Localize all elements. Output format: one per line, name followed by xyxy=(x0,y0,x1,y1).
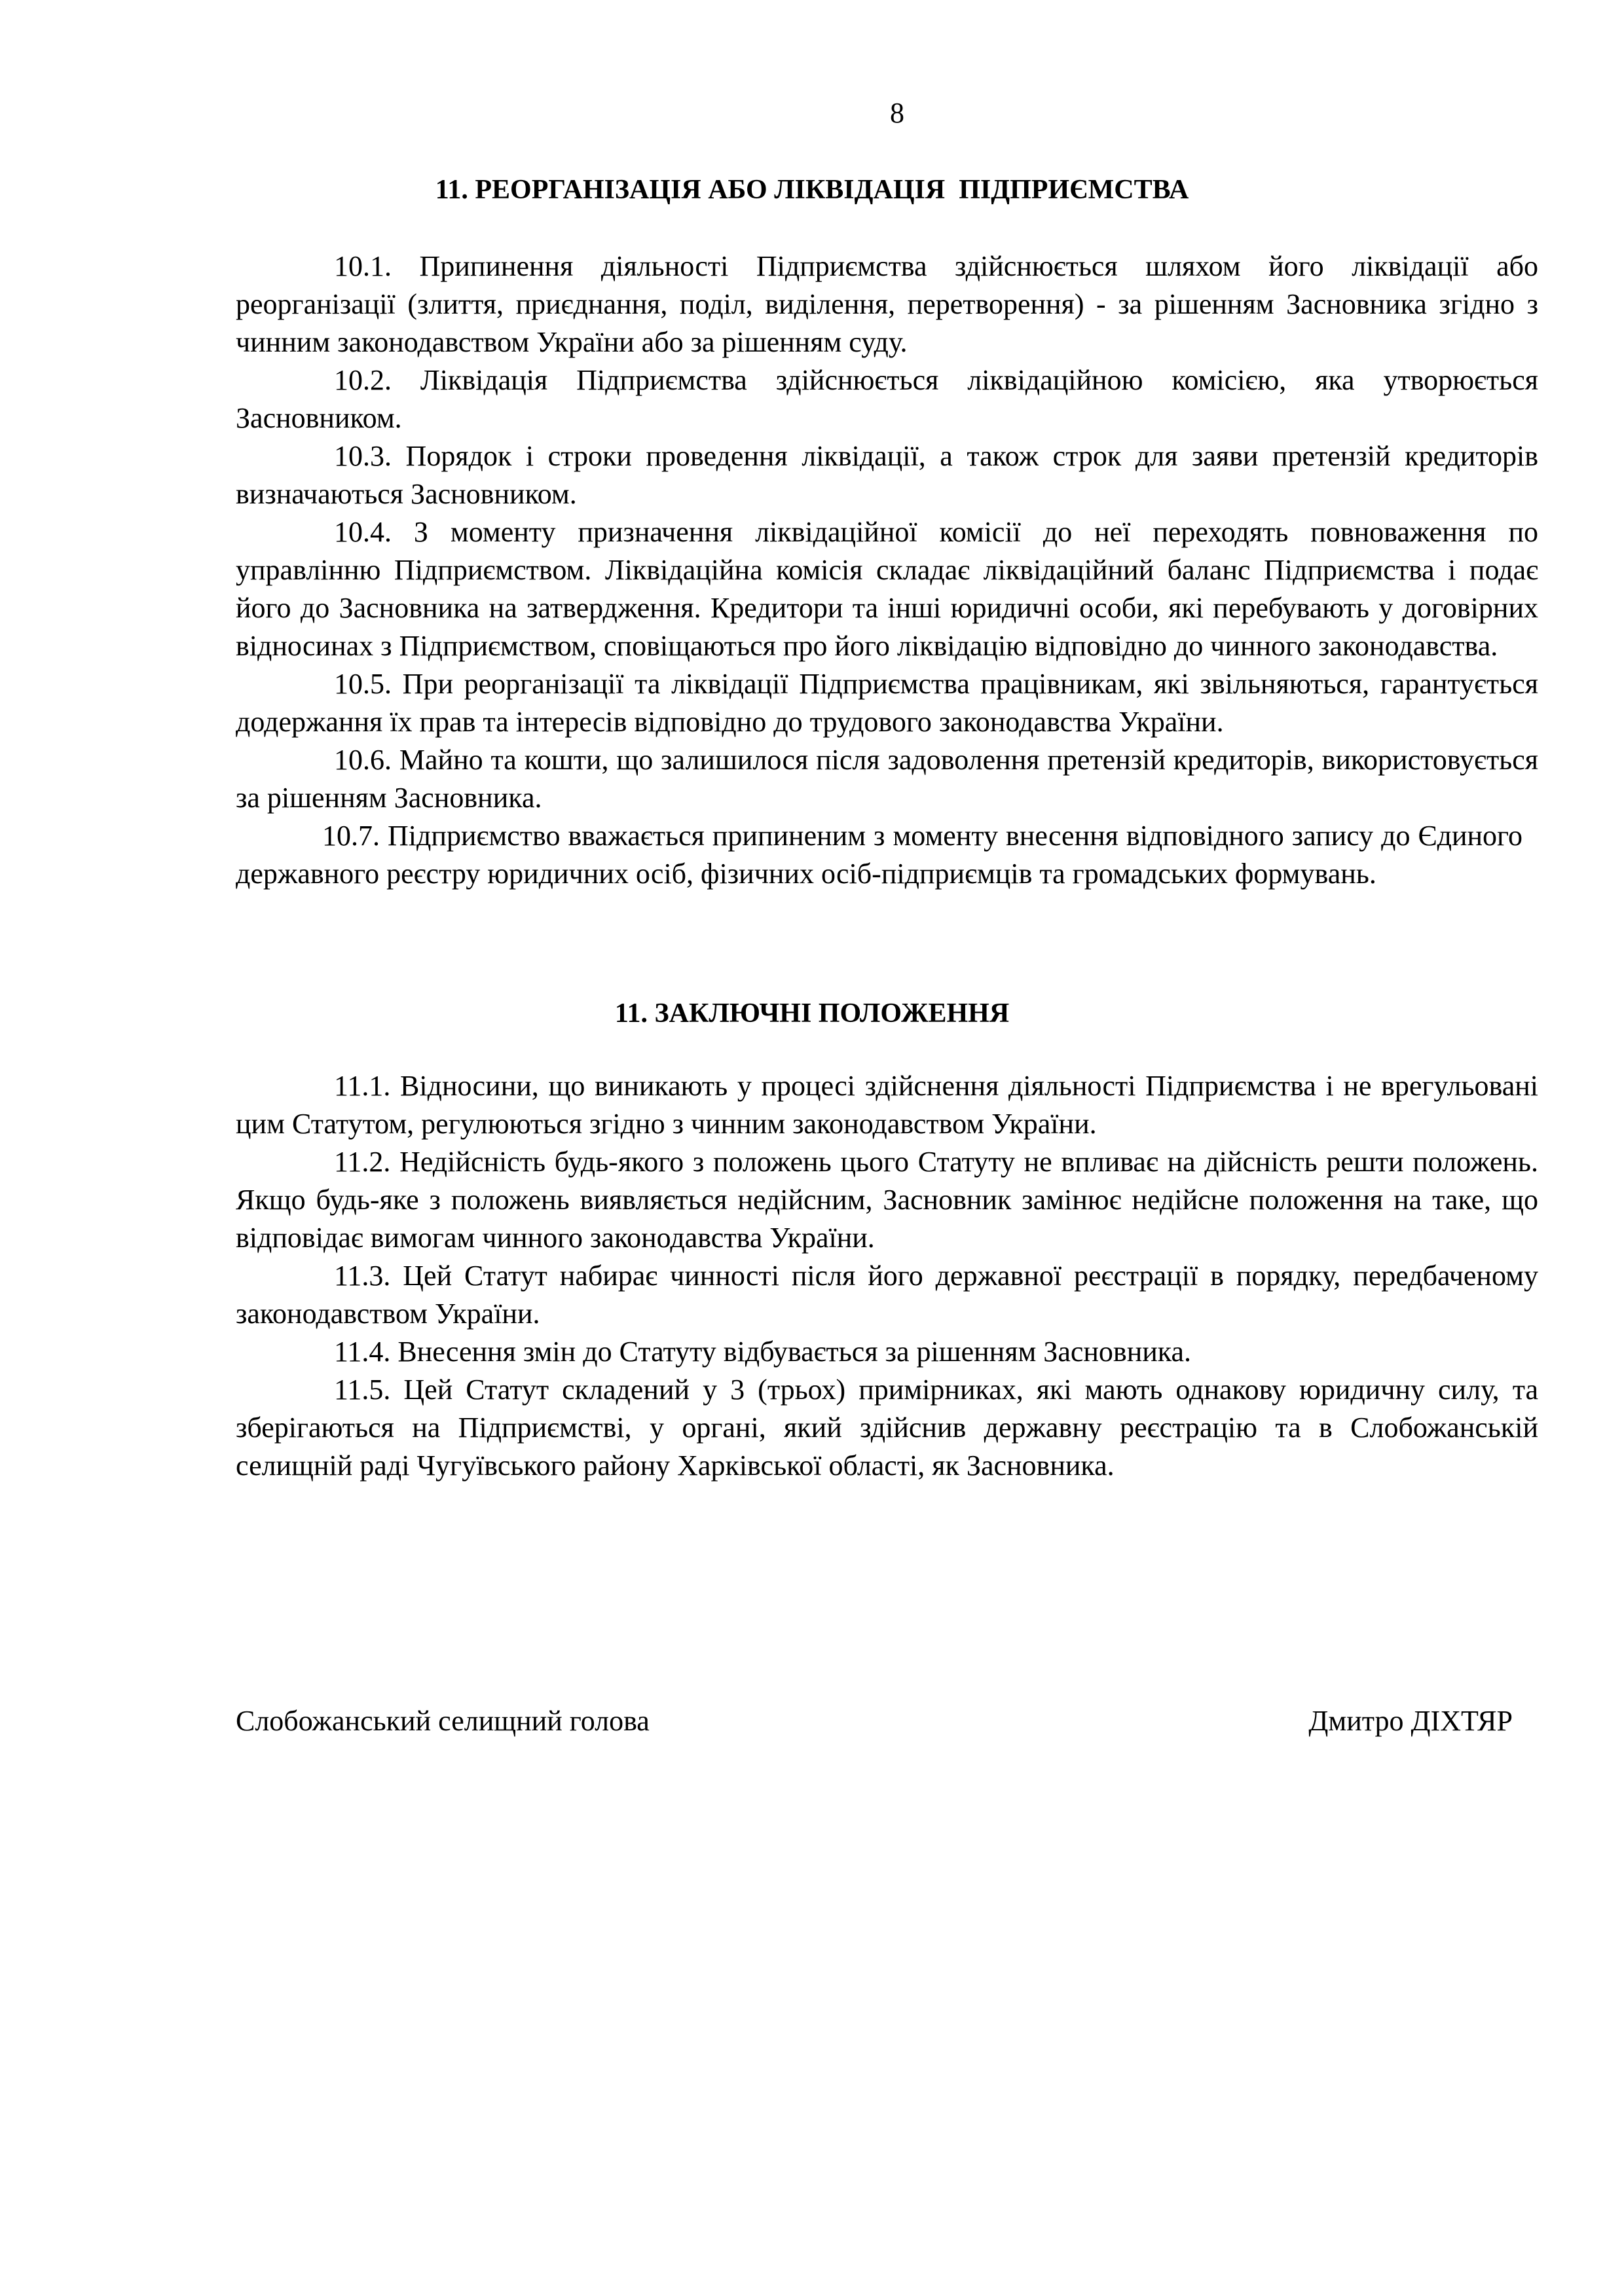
signature-name: Дмитро ДІХТЯР xyxy=(1308,1705,1513,1737)
paragraph-10-4: 10.4. З моменту призначення ліквідаційної комісії до неї переходять повноваження по управлінню Підприємством. Ліквідаційна комісія складає ліквідаційний баланс Підприємства і подає його до Засновника на затвердження. Кредитори та інші юридичні особи, які перебувають у договірних відносинах з Підприємством, сповіщаються про його ліквідацію відповідно до чинного законодавства. xyxy=(236,516,1538,662)
page-number: 8 xyxy=(890,97,904,129)
reorganization-paragraphs xyxy=(236,247,1538,893)
paragraph-10-5: 10.5. При реорганізації та ліквідації Підприємства працівникам, які звільняються, гарантується додержання їх прав та інтересів відповідно до трудового законодавства України. xyxy=(236,668,1538,738)
paragraph-11-1: 11.1. Відносини, що виникають у процесі здійснення діяльності Підприємства і не врегульовані цим Статутом, регулюються згідно з чинним законодавством України. xyxy=(236,1070,1538,1140)
paragraph-11-2: 11.2. Недійсність будь-якого з положень цього Статуту не впливає на дійсність решти положень. Якщо будь-яке з положень виявляється недійсним, Засновник замінює недійсне положення на таке, що відповідає вимогам чинного законодавства України. xyxy=(236,1146,1538,1254)
section-title-reorganization: 11. РЕОРГАНІЗАЦІЯ АБО ЛІКВІДАЦІЯ ПІДПРИЄМСТВА xyxy=(435,175,1189,205)
paragraph-10-2: 10.2. Ліквідація Підприємства здійснюється ліквідаційною комісією, яка утворюється Засновником. xyxy=(236,364,1538,434)
paragraph-10-7: 10.7. Підприємство вважається припиненим з моменту внесення відповідного запису до Єдиного державного реєстру юридичних осіб, фізичних осіб-підприємців та громадських формувань. xyxy=(236,820,1522,890)
paragraph-10-6: 10.6. Майно та кошти, що залишилося після задоволення претензій кредиторів, використовується за рішенням Засновника. xyxy=(236,744,1538,814)
paragraph-11-5: 11.5. Цей Статут складений у 3 (трьох) примірниках, які мають однакову юридичну силу, та зберігаються на Підприємстві, у органі, який здійснив державну реєстрацію та в Слобожанській селищній раді Чугуївського району Харківської області, як Засновника. xyxy=(236,1374,1538,1482)
paragraph-10-1: 10.1. Припинення діяльності Підприємства здійснюється шляхом його ліквідації або реорганізації (злиття, приєднання, поділ, виділення, перетворення) - за рішенням Засновника згідно з чинним законодавством України або за рішенням суду. xyxy=(236,250,1538,358)
paragraph-10-3: 10.3. Порядок і строки проведення ліквідації, а також строк для заяви претензій кредиторів визначаються Засновником. xyxy=(236,440,1538,510)
paragraph-11-4: 11.4. Внесення змін до Статуту відбувається за рішенням Засновника. xyxy=(334,1336,1192,1368)
final-paragraphs xyxy=(236,1067,1538,1485)
signature-position: Слобожанський селищний голова xyxy=(236,1705,650,1737)
section-title-final: 11. ЗАКЛЮЧНІ ПОЛОЖЕННЯ xyxy=(614,998,1010,1029)
paragraph-11-3: 11.3. Цей Статут набирає чинності після його державної реєстрації в порядку, передбаченому законодавством України. xyxy=(236,1260,1538,1330)
